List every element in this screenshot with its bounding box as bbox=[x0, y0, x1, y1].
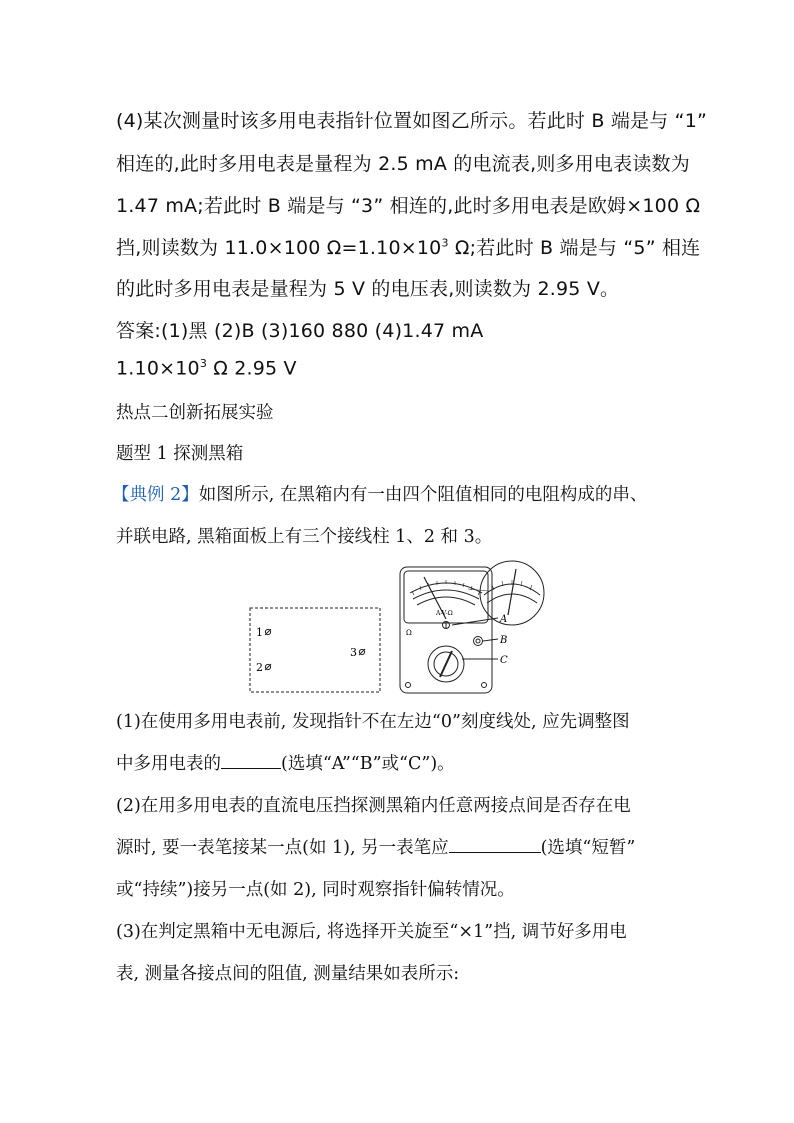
ohm-zero-knob-b bbox=[474, 637, 483, 646]
answer-p4-line5: 的此时多用电表是量程为 5 V 的电压表,则读数为 2.95 V。 bbox=[116, 278, 620, 300]
terminal-1-label: 1 bbox=[256, 626, 263, 639]
omega-label: Ω bbox=[406, 629, 412, 637]
example-tag: 【典例 2】 bbox=[112, 485, 199, 505]
label-c: C bbox=[500, 655, 508, 666]
figure bbox=[240, 555, 550, 697]
type-title: 题型 1 探测黑箱 bbox=[116, 444, 244, 464]
q2-line1: (2)在用多用电表的直流电压挡探测黑箱内任意两接点间是否存在电 bbox=[116, 796, 631, 816]
terminal-3-label: 3 bbox=[350, 646, 357, 659]
terminal-2-label: 2 bbox=[256, 661, 263, 674]
scale-label: A-V-Ω bbox=[436, 610, 453, 617]
answer-line2-tail: Ω 2.95 V bbox=[207, 357, 297, 380]
answer-p4-line4-text: 挡,则读数为 11.0×100 Ω=1.10×10 bbox=[116, 237, 442, 259]
answer-blank-1[interactable] bbox=[221, 754, 281, 769]
label-a: A bbox=[500, 614, 508, 625]
answer-line2 bbox=[116, 357, 297, 379]
multimeter bbox=[400, 561, 544, 693]
answer-line1: 答案:(1)黑 (2)B (3)160 880 (4)1.47 mA bbox=[116, 320, 484, 342]
answer-blank-2[interactable] bbox=[449, 838, 541, 853]
answer-p4-line2: 相连的,此时多用电表是量程为 2.5 mA 的电流表,则多用电表读数为 bbox=[116, 153, 690, 175]
hotspot-title: 热点二创新拓展实验 bbox=[116, 403, 274, 423]
q2-line3: 或“持续”)接另一点(如 2), 同时观察指针偏转情况。 bbox=[116, 880, 515, 900]
answer-p4-line1: (4)某次测量时该多用电表指针位置如图乙所示。若此时 B 端是与 “1” bbox=[116, 110, 708, 132]
answer-p4-line3: 1.47 mA;若此时 B 端是与 “3” 相连的,此时多用电表是欧姆×100 Ω bbox=[116, 195, 701, 217]
answer-line2-text: 1.10×10 bbox=[116, 357, 200, 380]
label-b: B bbox=[500, 635, 508, 646]
q2-line2-b: (选填“短暂” bbox=[540, 838, 636, 858]
q3-line1: (3)在判定黑箱中无电源后, 将选择开关旋至“×1”挡, 调节好多用电 bbox=[116, 922, 627, 942]
q3-line2: 表, 测量各接点间的阻值, 测量结果如表所示: bbox=[116, 964, 460, 984]
example-line2: 并联电路, 黑箱面板上有三个接线柱 1、2 和 3。 bbox=[116, 527, 493, 547]
q1-line2-a: 中多用电表的 bbox=[116, 754, 221, 774]
q1-line1: (1)在使用多用电表前, 发现指针不在左边“0”刻度线处, 应先调整图 bbox=[116, 712, 630, 732]
q2-line2 bbox=[116, 834, 635, 859]
exponent: 3 bbox=[199, 357, 208, 370]
answer-p4-line4-tail: Ω;若此时 B 端是与 “5” 相连 bbox=[448, 237, 701, 259]
example-line1 bbox=[112, 481, 647, 506]
q2-line2-a: 源时, 要一表笔接某一点(如 1), 另一表笔应 bbox=[116, 838, 449, 858]
example-text: 如图所示, 在黑箱内有一由四个阻值相同的电阻构成的串、 bbox=[198, 485, 648, 505]
exponent: 3 bbox=[441, 236, 449, 250]
q1-line2-b: (选填“A”“B”或“C”)。 bbox=[281, 754, 455, 774]
q1-line2 bbox=[116, 750, 455, 775]
answer-p4-line4 bbox=[116, 233, 700, 260]
